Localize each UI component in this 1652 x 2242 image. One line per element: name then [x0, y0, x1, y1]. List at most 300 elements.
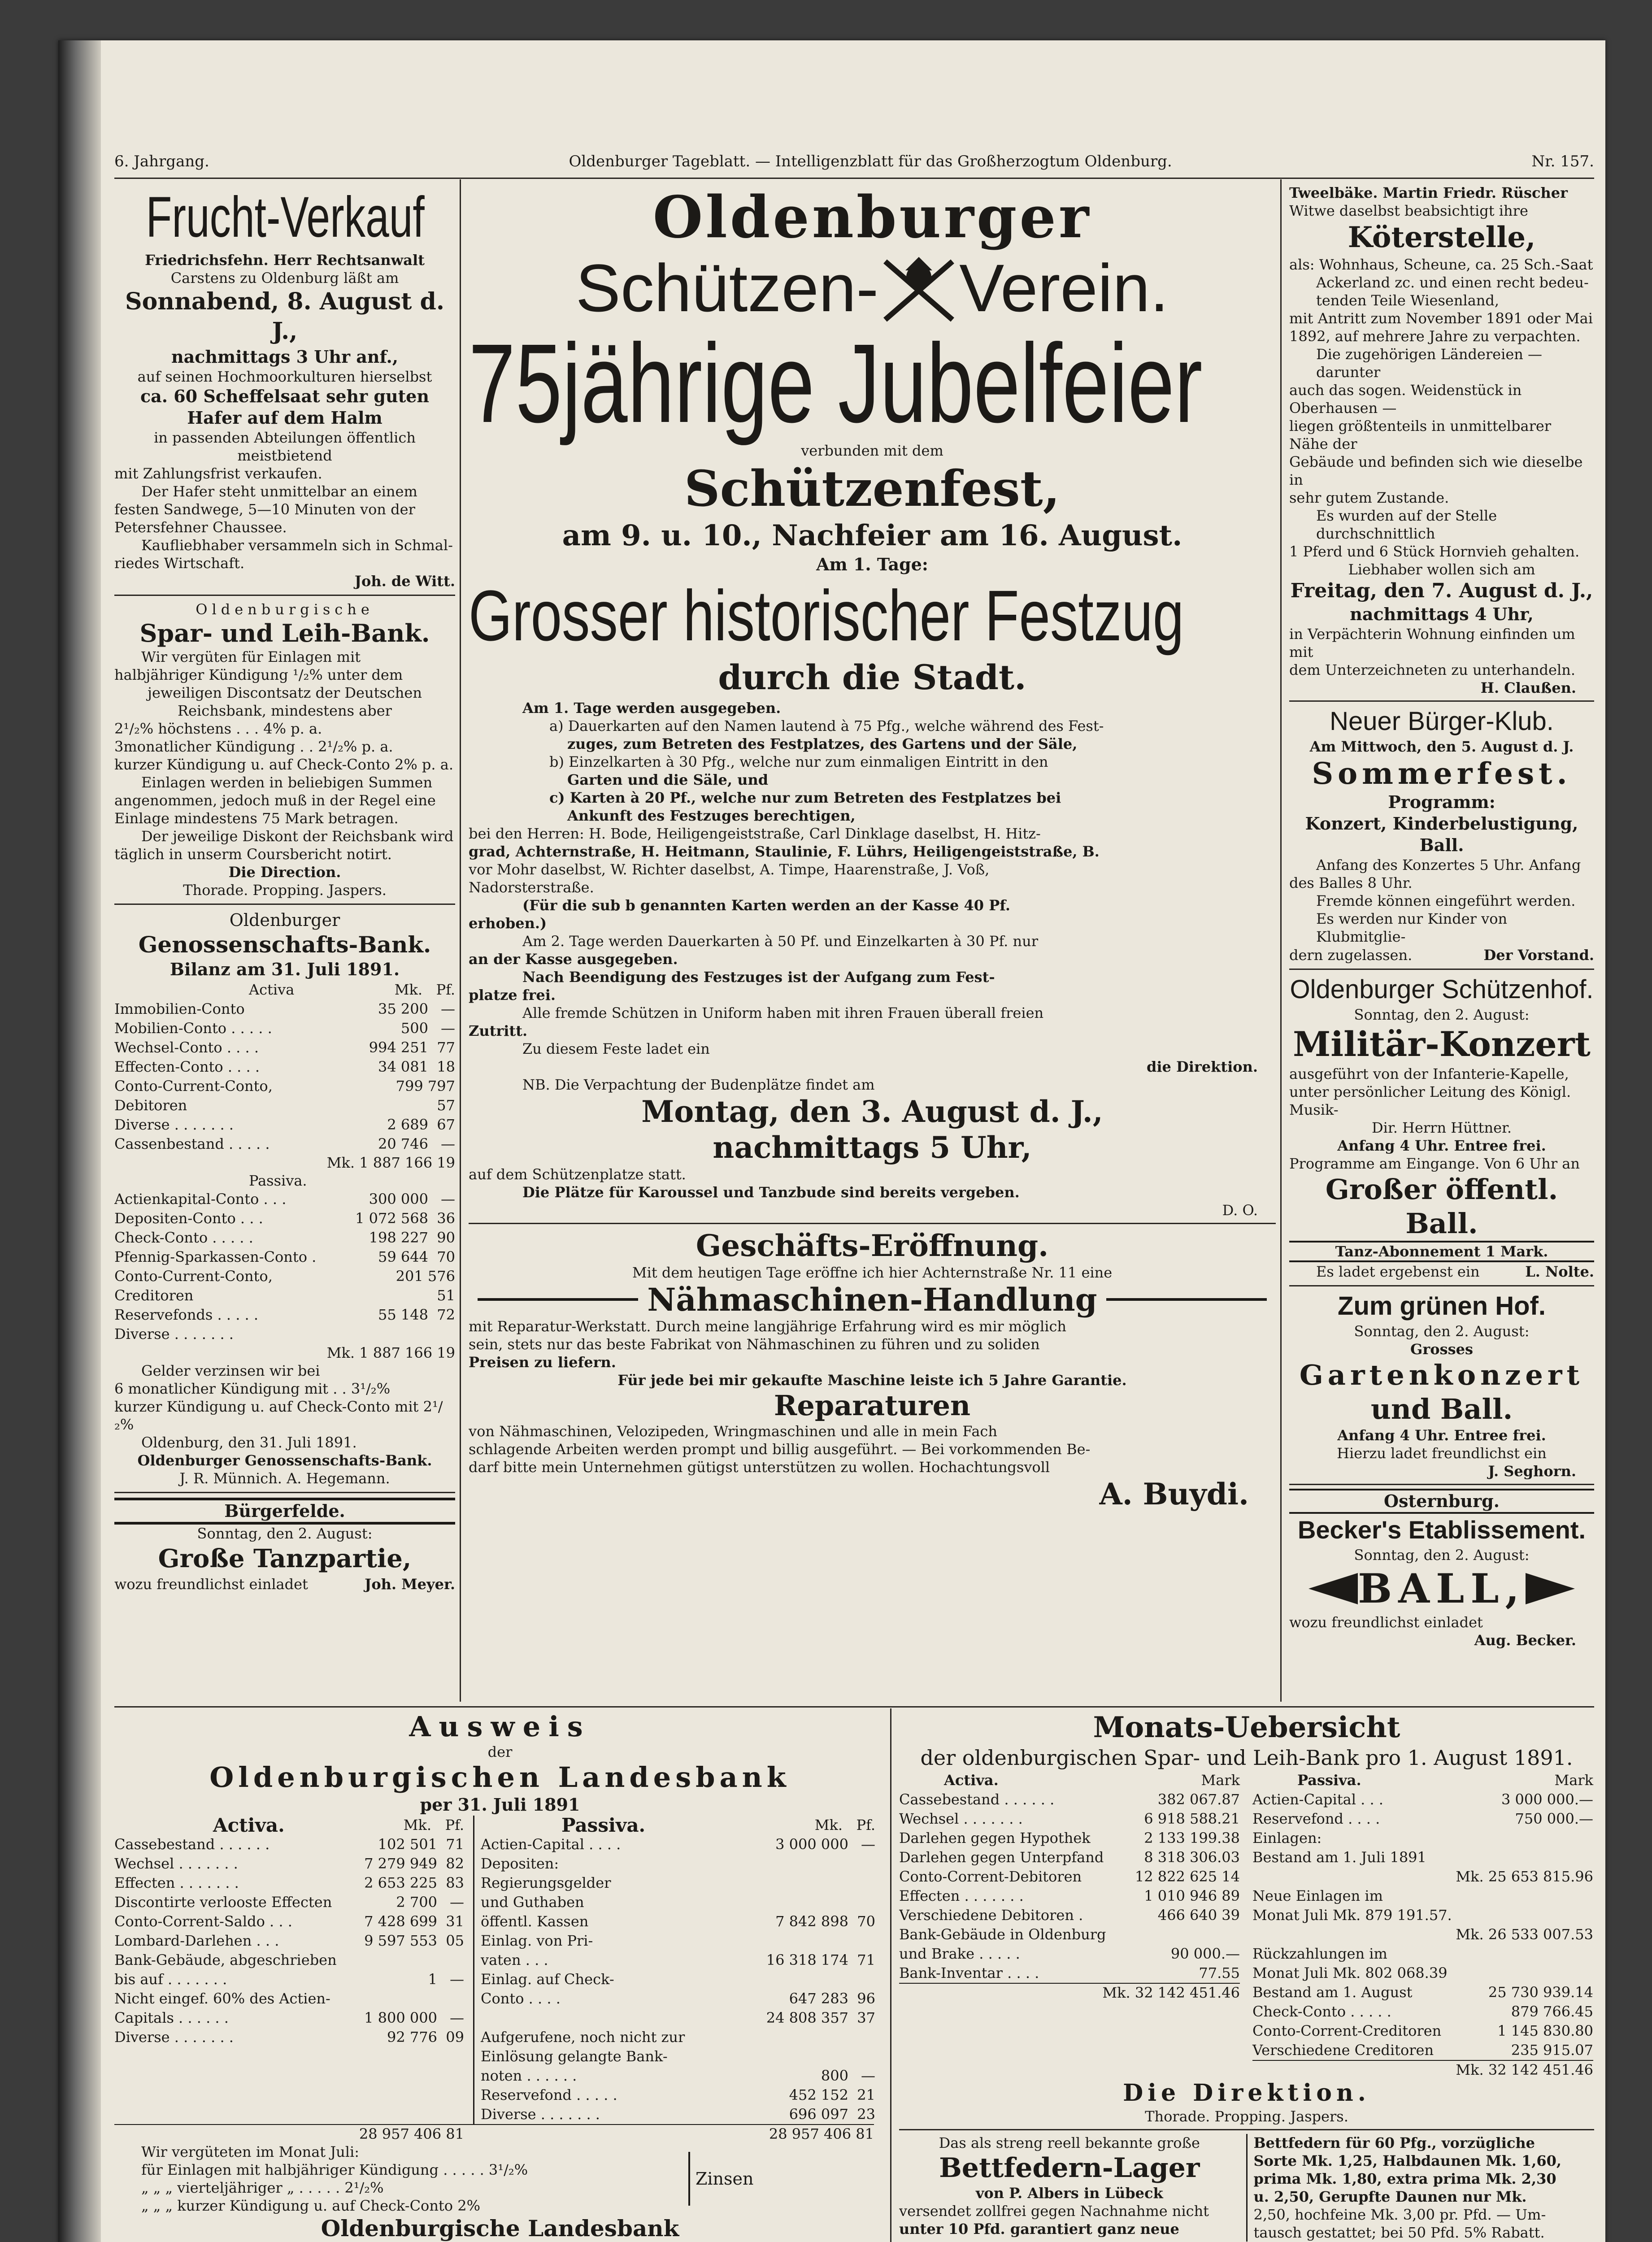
row-amount: 12 822 625 14	[1135, 1868, 1240, 1885]
row-label: Depositen:	[481, 1855, 559, 1872]
geschaeft-text: Mit dem heutigen Tage eröffne ich hier Achternstraße Nr. 11 eine	[632, 1264, 1113, 1281]
table-row	[114, 1951, 464, 1970]
table-row	[1252, 1829, 1593, 1848]
row-amount: 1	[428, 1971, 437, 1988]
becker-title: Becker's Etablissement.	[1297, 1516, 1586, 1544]
genossen-title: Genossenschafts-Bank.	[138, 931, 431, 958]
row-label: bis auf . . . . . . .	[114, 1971, 227, 1988]
geschaeft-text: Preisen zu liefern.	[469, 1354, 616, 1371]
landesbank-statement	[114, 1711, 886, 2242]
table-row	[114, 1893, 464, 1912]
row-pfennig: 96	[857, 1990, 875, 2007]
buerger-line: wozu freundlichst einladet	[114, 1576, 308, 1593]
mk-label: Mk.	[394, 981, 423, 998]
schuetzen-kicker: Oldenburger	[652, 184, 1092, 251]
row-amount: 647 283	[789, 1990, 848, 2007]
schuetzen-title-a: Schützen-	[575, 250, 879, 326]
schuetzen-title-b: Verein.	[959, 250, 1169, 326]
buerger-footer	[114, 1575, 455, 1594]
spar-line: Der jeweilige Diskont der Reichsbank wird	[141, 828, 454, 845]
table-row	[481, 2047, 875, 2066]
zinsen-lines	[114, 2143, 688, 2215]
row-values	[1135, 1867, 1240, 1886]
bettfedern-title: Bettfedern-Lager	[939, 2152, 1200, 2184]
header-title: Oldenburger Tageblatt. — Intelligenzblatt für das Großherzogtum Oldenburg.	[569, 152, 1172, 170]
row-values	[763, 1912, 875, 1931]
naehmaschinen-title: Nähmaschinen-Handlung	[647, 1281, 1097, 1318]
frucht-line: mit Zahlungsfrist verkaufen.	[114, 465, 322, 482]
spar-line: Einlage mindestens 75 Mark betragen.	[114, 810, 399, 827]
row-label: noten . . . . . .	[481, 2067, 577, 2084]
section-rule	[114, 1706, 1594, 1708]
row-pfennig: 18	[437, 1058, 455, 1075]
row-amount: 7 279 949	[364, 1855, 437, 1872]
row-pfennig: —	[441, 1020, 455, 1037]
table-row	[114, 1305, 455, 1325]
row-label: Einlag. von Pri-	[481, 1932, 593, 1949]
row-values	[1501, 1790, 1593, 1809]
row-amount: 2 700	[396, 1894, 437, 1911]
geschaeft-title: Geschäfts-Eröffnung.	[696, 1228, 1049, 1263]
passiva-label: Passiva.	[1297, 1772, 1361, 1789]
frucht-line: in passenden Abteilungen öffentlich meistbietend	[154, 429, 416, 464]
table-row	[114, 999, 455, 1019]
table-row	[481, 2066, 875, 2086]
row-label: Reservefond . . . .	[1252, 1810, 1380, 1827]
bettfedern-line: u. 2,50, Gerupfte Daunen nur Mk.	[1253, 2188, 1527, 2205]
row-pfennig: —	[450, 1894, 464, 1911]
table-row	[114, 1115, 455, 1134]
gruener-hof-line: Grosses	[1410, 1341, 1473, 1358]
genossen-kicker: Oldenburger	[229, 910, 340, 930]
table-row	[481, 2008, 875, 2028]
pf-label: Pf.	[856, 1816, 875, 1834]
page-content	[114, 40, 1594, 2242]
row-values	[352, 1835, 464, 1854]
genossen-signature: Oldenburger Genossenschafts-Bank.	[137, 1452, 432, 1469]
pf-label: Pf.	[436, 981, 455, 998]
ausweis-passiva	[473, 1816, 875, 2124]
row-amount: 300 000	[369, 1191, 428, 1208]
row-label: Wechsel . . . . . . .	[114, 1855, 238, 1872]
column-rule	[1280, 179, 1282, 1702]
festival-text: Garten und die Säle, und	[567, 771, 769, 788]
ad-divider	[1289, 1285, 1594, 1286]
gruener-hof-line: Anfang 4 Uhr. Entree frei.	[1337, 1427, 1546, 1444]
row-pfennig: —	[441, 1191, 455, 1208]
buergerklub-line: Es werden nur Kinder von Klubmitglie-	[1316, 910, 1508, 945]
table-row	[899, 1848, 1240, 1867]
row-values	[763, 1931, 875, 1951]
spar-line: angenommen, jedoch muß in der Regel eine	[114, 792, 436, 809]
row-values	[1508, 1809, 1593, 1829]
table-row	[114, 1970, 464, 1989]
row-pfennig: 05	[446, 1932, 464, 1949]
genossen-activa-header	[114, 980, 455, 999]
tweelbaeke-line: Die zugehörigen Ländereien — darunter	[1316, 346, 1543, 381]
row-amount: 201 576	[396, 1268, 455, 1285]
bettfedern-line: 2,50, hochfeine Mk. 3,00 pr. Pfd. — Um-	[1253, 2206, 1546, 2223]
tweelbaeke-date: Freitag, den 7. August d. J.,	[1290, 579, 1593, 602]
table-row	[899, 1944, 1240, 1964]
row-label: Verschiedene Debitoren .	[899, 1907, 1083, 1924]
row-values	[1508, 1886, 1593, 1906]
row-amount: 750 000.—	[1515, 1810, 1593, 1827]
row-label: Conto-Corrent-Saldo . . .	[114, 1913, 292, 1930]
tweelbaeke-line: liegen größtenteils in unmittelbarer Nähe der	[1289, 417, 1552, 452]
becker-ball-row	[1289, 1564, 1594, 1613]
row-label: Diverse . . . . . . .	[481, 2106, 600, 2123]
row-pfennig: —	[861, 1836, 875, 1853]
festival-text: b) Einzelkarten à 30 Pfg., welche nur zum einmaligen Eintritt in den	[549, 753, 1048, 770]
row-values	[1497, 2021, 1593, 2041]
table-row	[1252, 2041, 1593, 2060]
bettfedern-line: versendet zollfrei gegen Nachnahme nicht	[899, 2203, 1209, 2220]
festival-text: Nadorsterstraße.	[469, 879, 594, 896]
ad-divider	[469, 1223, 1276, 1224]
row-label: Cassebestand . . . . . .	[899, 1791, 1055, 1808]
row-amount: 3 000 000	[775, 1836, 848, 1853]
ad-divider	[114, 1492, 455, 1493]
tweelbaeke-line: sehr gutem Zustande.	[1289, 489, 1449, 506]
row-amount: 59 644	[378, 1248, 428, 1265]
table-row	[899, 1867, 1240, 1886]
festzug-subtitle: durch die Stadt.	[718, 657, 1026, 697]
table-row	[114, 1873, 464, 1893]
row-amount: 800	[821, 2067, 848, 2084]
row-pfennig: 83	[446, 1874, 464, 1891]
ausweis-tables	[114, 1816, 886, 2124]
buerger-title: Bürgerfelde.	[114, 1498, 455, 1525]
row-label: Rückzahlungen im	[1252, 1945, 1387, 1962]
genossen-names: J. R. Münnich. A. Hegemann.	[179, 1470, 390, 1487]
row-values	[352, 1951, 464, 1970]
bettfedern-line: Das als streng reell bekannte große	[939, 2134, 1200, 2151]
table-row	[481, 1854, 875, 1873]
row-values	[763, 1989, 875, 2008]
becker-line: wozu freundlichst einladet	[1289, 1614, 1483, 1631]
bettfedern-left	[899, 2134, 1246, 2242]
row-pfennig: 31	[446, 1913, 464, 1930]
row-label: Immobilien-Conto	[114, 1000, 245, 1017]
schuetzenhof-line: Anfang 4 Uhr. Entree frei.	[1337, 1137, 1546, 1154]
table-row	[114, 1912, 464, 1931]
row-label: Einlösung gelangte Bank-	[481, 2048, 668, 2065]
table-row	[481, 1970, 875, 1989]
monats-activa	[899, 1771, 1246, 2079]
gruener-hof-line: Sonntag, den 2. August:	[1354, 1323, 1530, 1340]
table-row	[899, 1925, 1240, 1944]
mark-label: Mark	[1554, 1772, 1593, 1789]
table-row	[114, 2028, 464, 2047]
schuetzenhof-line: Programme am Eingange. Von 6 Uhr an	[1289, 1155, 1580, 1172]
bettfedern-line: prima Mk. 1,80, extra prima Mk. 2,30	[1253, 2170, 1556, 2187]
row-values	[352, 1931, 464, 1951]
row-amount: 466 640 39	[1157, 1907, 1240, 1924]
row-label: Darlehen gegen Unterpfand	[899, 1849, 1104, 1866]
buerger-event: Große Tanzpartie,	[158, 1544, 412, 1573]
table-row	[114, 2008, 464, 2028]
row-values	[763, 1893, 875, 1912]
table-row	[114, 1209, 455, 1228]
row-amount: 1 145 830.80	[1497, 2022, 1593, 2039]
festival-text: Ankunft des Festzuges berechtigen,	[567, 807, 856, 824]
row-amount: 1 072 568	[355, 1210, 428, 1227]
row-amount: 879 766.45	[1511, 2003, 1593, 2020]
row-pfennig: 67	[437, 1116, 455, 1133]
table-row	[1252, 1867, 1593, 1886]
festival-text: vor Mohr daselbst, W. Richter daselbst, A. Timpe, Haarenstraße, J. Voß,	[469, 861, 990, 878]
table-row	[1252, 1925, 1593, 1944]
reparaturen-title: Reparaturen	[774, 1389, 971, 1422]
row-values	[1508, 1848, 1593, 1867]
column-right	[1289, 184, 1594, 1704]
header-volume: 6. Jahrgang.	[114, 152, 209, 170]
row-amount: 20 746	[378, 1135, 428, 1152]
spar-names: Thorade. Propping. Jaspers.	[183, 882, 387, 899]
ausweis-der: der	[487, 1743, 513, 1760]
row-pfennig: 36	[437, 1210, 455, 1227]
row-values	[1144, 1809, 1240, 1829]
schuetzenhof-line: Dir. Herrn Hüttner.	[1372, 1119, 1512, 1136]
row-values	[1488, 1983, 1593, 2002]
row-values	[763, 2008, 875, 2028]
spar-line: kurzer Kündigung u. auf Check-Conto 2% p. a.	[114, 756, 453, 773]
spar-title: Spar- und Leih-Bank.	[139, 619, 430, 647]
row-amount: 3 000 000.—	[1501, 1791, 1593, 1808]
monats-passiva-header	[1252, 1771, 1593, 1790]
ad-divider	[899, 2129, 1594, 2130]
schuetzenhof-line: Es ladet ergebenst ein	[1316, 1263, 1480, 1280]
festival-text: Zu diesem Feste ladet ein	[522, 1040, 710, 1057]
row-values	[352, 1970, 464, 1989]
column-middle	[469, 184, 1276, 1704]
row-values	[352, 1854, 464, 1873]
festival-signature: D. O.	[1222, 1202, 1258, 1219]
row-label: Einlag. auf Check-	[481, 1971, 614, 1988]
spar-line: 3monatlicher Kündigung . . 2¹/₂% p. a.	[114, 738, 393, 755]
festival-line: verbunden mit dem	[801, 442, 943, 459]
festival-text: Am 1. Tage werden ausgegeben.	[522, 700, 781, 717]
budenplatz-date: Montag, den 3. August d. J.,	[641, 1094, 1103, 1129]
schuetzenhof-line: unter persönlicher Leitung des Königl. Musik-	[1289, 1083, 1571, 1118]
row-pfennig: 57	[437, 1097, 455, 1114]
row-label: Reservefonds . . . . .	[114, 1306, 259, 1323]
table-row	[1252, 1886, 1593, 1906]
tanz-abonnement: Tanz-Abonnement 1 Mark.	[1289, 1241, 1594, 1262]
geschaeft-text: schlagende Arbeiten werden prompt und billig ausgeführt. — Bei vorkommenden Be-	[469, 1441, 1091, 1458]
spar-kicker: Oldenburgische	[196, 601, 374, 618]
row-label: Cassenbestand . . . . .	[114, 1135, 270, 1152]
row-amount: 235 915.07	[1511, 2042, 1593, 2059]
ad-divider	[1289, 700, 1594, 702]
buergerklub-line: Anfang des Konzertes 5 Uhr. Anfang	[1316, 856, 1581, 873]
table-row	[481, 2105, 875, 2124]
bettfedern-line: unter 10 Pfd. garantiert ganz neue	[899, 2220, 1179, 2238]
row-amount: 994 251	[369, 1039, 428, 1056]
table-row	[1252, 1790, 1593, 1809]
row-amount: 34 081	[378, 1058, 428, 1075]
gruener-hof-line: Hierzu ladet freundlichst ein	[1337, 1445, 1547, 1462]
row-label: Diverse . . . . . . .	[114, 1325, 234, 1343]
row-values	[763, 1835, 875, 1854]
geschaeft-text: von Nähmaschinen, Velozipeden, Wringmaschinen und alle in mein Fach	[469, 1423, 997, 1440]
table-row	[899, 1790, 1240, 1809]
row-values	[1144, 1886, 1240, 1906]
table-row	[899, 1906, 1240, 1925]
table-row	[114, 1989, 464, 2008]
row-label: Neue Einlagen im	[1252, 1887, 1383, 1904]
monats-passiva-rows	[1252, 1790, 1593, 2060]
row-label: Bank-Inventar . . . .	[899, 1964, 1039, 1981]
row-values	[347, 1267, 455, 1305]
row-label: Bestand am 1. August	[1252, 1984, 1413, 2001]
row-values	[763, 1854, 875, 1873]
row-amount: 2 653 225	[364, 1874, 437, 1891]
row-values	[1508, 1829, 1593, 1848]
row-label: Capitals . . . . . .	[114, 2009, 229, 2026]
row-pfennig: 71	[446, 1836, 464, 1853]
monats-names: Thorade. Propping. Jaspers.	[1145, 2108, 1348, 2125]
row-label: Check-Conto . . . . .	[1252, 2003, 1391, 2020]
row-label: Actien-Capital . . . .	[481, 1836, 621, 1853]
row-amount: 696 097	[789, 2106, 848, 2123]
programm-label: Programm:	[1388, 792, 1495, 812]
row-values	[343, 999, 455, 1019]
mk-label: Mk.	[814, 1816, 843, 1834]
frucht-line: festen Sandwege, 5—10 Minuten von der	[114, 501, 415, 518]
row-values	[343, 1038, 455, 1057]
festival-text: zuges, zum Betreten des Festplatzes, des Gartens und der Säle,	[567, 735, 1078, 752]
festival-text: Zutritt.	[469, 1022, 528, 1039]
row-values	[343, 1228, 455, 1247]
tweelbaeke-title: Köterstelle,	[1348, 221, 1536, 254]
row-pfennig: —	[861, 2067, 875, 2084]
buerger-line: Sonntag, den 2. August:	[197, 1525, 373, 1542]
table-row	[481, 1835, 875, 1854]
row-pfennig: —	[450, 2009, 464, 2026]
ad-divider	[114, 904, 455, 905]
zinsen-line: „ „ „ vierteljähriger „ . . . . . 2¹/₂%	[141, 2179, 384, 2196]
festival-signature: die Direktion.	[1146, 1058, 1258, 1075]
genossen-total: Mk. 1 887 166 19	[326, 1344, 455, 1361]
festival-text: auf dem Schützenplatze statt.	[469, 1166, 686, 1183]
buergerklub-footer	[1289, 946, 1594, 965]
buerger-signature: Joh. Meyer.	[365, 1576, 455, 1593]
row-values	[763, 2047, 875, 2066]
bettfedern-ad	[899, 2134, 1594, 2242]
festival-text: an der Kasse ausgegeben.	[469, 951, 678, 968]
row-amount: 2 133 199.38	[1144, 1829, 1240, 1847]
bettfedern-line: von P. Albers in Lübeck	[975, 2185, 1163, 2202]
gartenkonzert-subtitle: und Ball.	[1370, 1393, 1513, 1425]
genossen-activa-table	[114, 999, 455, 1154]
row-amount: 452 152	[789, 2086, 848, 2103]
buergerklub-signature: Der Vorstand.	[1483, 947, 1594, 964]
table-row	[481, 2028, 875, 2047]
row-label: Conto . . . .	[481, 1990, 561, 2007]
row-values	[763, 2028, 875, 2047]
frucht-line: Hafer auf dem Halm	[187, 408, 383, 428]
ausweis-activa-header	[114, 1816, 464, 1835]
row-values	[763, 2086, 875, 2105]
row-amount: 198 227	[369, 1229, 428, 1246]
buergerklub-line: des Balles 8 Uhr.	[1289, 874, 1413, 891]
frucht-line: auf seinen Hochmoorkulturen hierselbst	[137, 368, 432, 385]
table-row	[481, 2086, 875, 2105]
row-values	[343, 1305, 455, 1325]
schuetzenfest-title: Schützenfest,	[684, 460, 1060, 517]
ad-divider	[1289, 969, 1594, 970]
row-label: Depositen-Conto . . .	[114, 1210, 263, 1227]
row-amount: 2 689	[387, 1116, 428, 1133]
row-values	[1155, 1944, 1240, 1964]
row-label: Conto-Current-Conto, Debitoren	[114, 1078, 273, 1114]
row-label: Actienkapital-Conto . . .	[114, 1191, 287, 1208]
zinsen-line: Wir vergüteten im Monat Juli:	[141, 2143, 359, 2160]
table-row	[899, 1809, 1240, 1829]
programm-text: Konzert, Kinderbelustigung, Ball.	[1305, 813, 1578, 855]
ausweis-bank: Oldenburgischen Landesbank	[209, 1761, 791, 1794]
bettfedern-line: tausch gestattet; bei 50 Pfd. 5% Rabatt.	[1253, 2224, 1545, 2241]
festival-dates: am 9. u. 10., Nachfeier am 16. August.	[562, 519, 1182, 552]
geschaeft-text: sein, stets nur das beste Fabrikat von Nähmaschinen zu führen und zu soliden	[469, 1336, 1040, 1353]
row-values	[1144, 1848, 1240, 1867]
genossen-note: 6 monatlicher Kündigung mit . . 3¹/₂%	[114, 1380, 391, 1397]
row-label: Bank-Gebäude, abgeschrieben	[114, 1951, 337, 1968]
tweelbaeke-line: tenden Teile Wiesenland,	[1316, 292, 1500, 309]
row-values	[343, 1209, 455, 1228]
table-row	[114, 1247, 455, 1267]
row-values	[343, 1057, 455, 1077]
tweelbaeke-line: 1 Pferd und 6 Stück Hornvieh gehalten.	[1289, 543, 1580, 560]
row-label: Check-Conto . . . . .	[114, 1229, 253, 1246]
ausweis-activa-rows	[114, 1835, 464, 2047]
table-row	[481, 1989, 875, 2008]
row-values	[1456, 1925, 1593, 1944]
frucht-line: riedes Wirtschaft.	[114, 555, 245, 572]
row-values	[352, 1893, 464, 1912]
table-row	[481, 1873, 875, 1893]
monats-tables	[899, 1771, 1594, 2079]
row-amount: 7 428 699	[364, 1913, 437, 1930]
row-pfennig: 90	[437, 1229, 455, 1246]
frucht-date: Sonnabend, 8. August d. J.,	[125, 288, 444, 345]
row-values	[763, 1970, 875, 1989]
row-pfennig: —	[441, 1135, 455, 1152]
spar-line: Reichsbank, mindestens aber	[178, 702, 392, 719]
tweelbaeke-line: Witwe daselbst beabsichtigt ihre	[1289, 202, 1528, 219]
row-values	[763, 2066, 875, 2086]
sommerfest-title: Sommerfest.	[1312, 756, 1572, 791]
table-row	[114, 1134, 455, 1154]
spar-signature: Die Direction.	[228, 864, 341, 881]
row-values	[343, 1247, 455, 1267]
ausweis-title: Ausweis	[409, 1711, 591, 1743]
row-label: Pfennig-Sparkassen-Conto .	[114, 1248, 317, 1265]
genossen-total: Mk. 1 887 166 19	[326, 1154, 455, 1171]
row-label: Diverse . . . . . . .	[114, 1116, 234, 1133]
row-pfennig: 70	[857, 1913, 875, 1930]
row-label: Effecten . . . . . . .	[114, 1874, 239, 1891]
row-amount: 24 808 357	[766, 2009, 848, 2026]
row-label: vaten . . .	[481, 1951, 548, 1968]
row-pfennig: 82	[446, 1855, 464, 1872]
column-left	[114, 184, 455, 1704]
genossen-note: kurzer Kündigung u. auf Check-Conto mit 2¹/₂%	[114, 1398, 443, 1433]
page-binding-edge	[58, 40, 101, 2242]
row-label: Conto-Current-Conto, Creditoren	[114, 1268, 273, 1304]
